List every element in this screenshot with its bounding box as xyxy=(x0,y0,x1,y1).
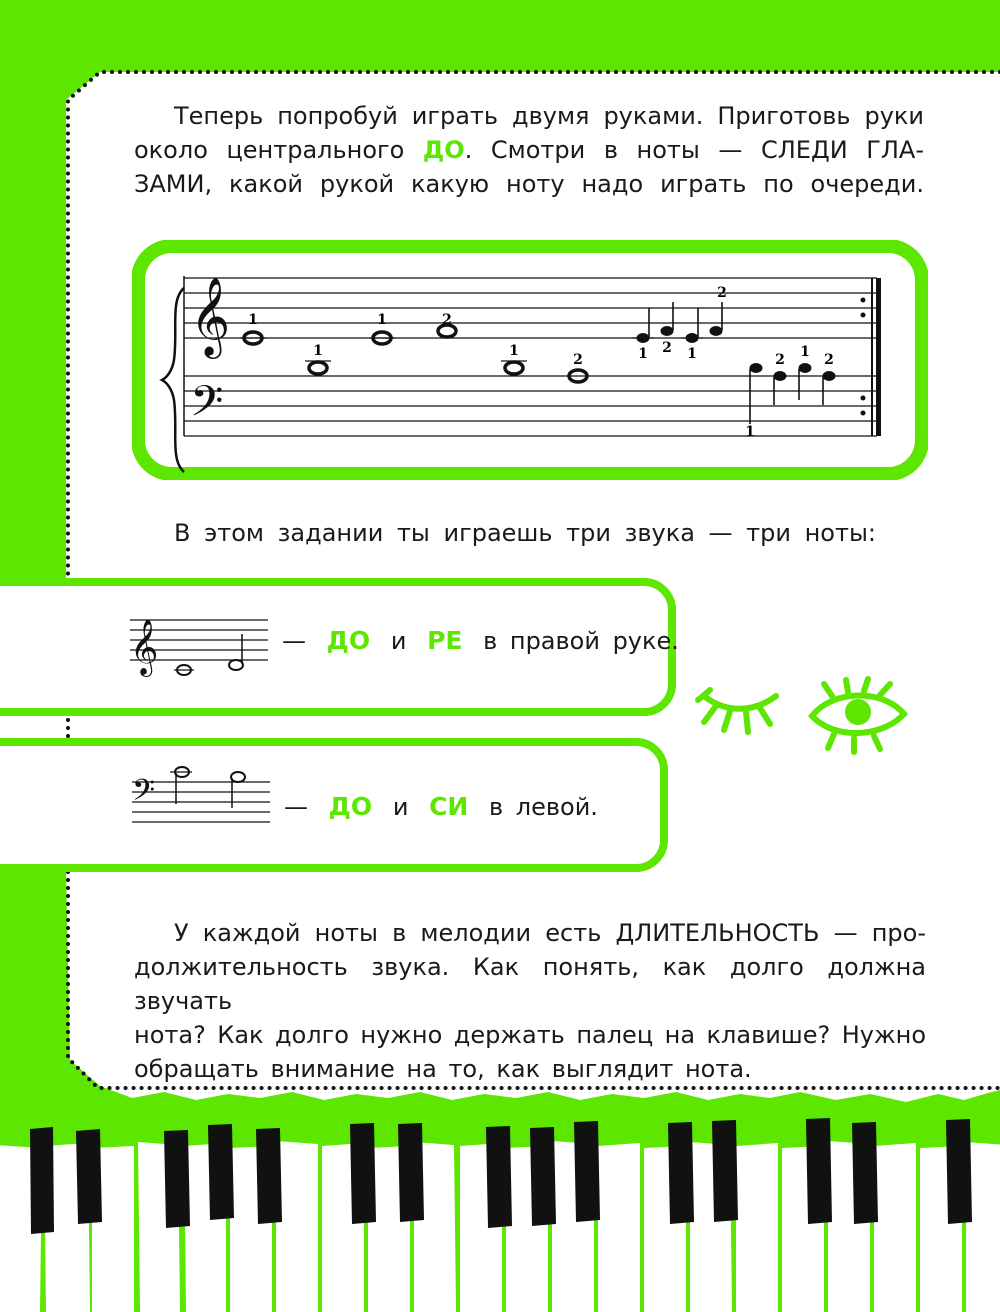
fingering: 1 xyxy=(687,346,697,362)
fingering: 1 xyxy=(509,343,519,359)
duration-paragraph xyxy=(134,916,926,1086)
highlight-do: ДО xyxy=(326,626,371,655)
highlight-si: СИ xyxy=(429,792,469,821)
open-eye-icon xyxy=(802,676,916,756)
treble-clef-icon: 𝄞 xyxy=(190,277,231,356)
intro-line-3: ЗАМИ, какой рукой какую ноту надо играть по очереди. xyxy=(134,170,924,198)
duration-line-4: обращать внимание на то, как выглядит нота. xyxy=(134,1055,752,1083)
left-hand-rest: в левой. xyxy=(488,793,598,821)
conj: и xyxy=(390,627,407,655)
intro-line-1: Теперь попробуй играть двумя руками. Приготовь руки xyxy=(174,102,924,130)
fingering: 2 xyxy=(824,352,834,368)
fingering: 2 xyxy=(775,352,785,368)
duration-line-1: У каждой ноты в мелодии есть ДЛИТЕЛЬНОСТЬ — про- xyxy=(174,919,926,947)
fingering: 2 xyxy=(573,352,583,368)
bass-clef-icon: 𝄢 xyxy=(190,377,224,437)
highlight-do: ДО xyxy=(422,136,465,164)
dash: — xyxy=(284,793,308,821)
highlight-do: ДО xyxy=(328,792,373,821)
right-hand-rest: в правой руке. xyxy=(483,627,679,655)
left-hand-staff xyxy=(130,766,280,836)
right-hand-staff xyxy=(128,602,278,682)
score-frame xyxy=(138,246,922,474)
duration-line-3: нота? Как долго нужно держать палец на клавише? Нужно xyxy=(134,1021,926,1049)
fingering: 1 xyxy=(377,312,387,328)
fingering: 1 xyxy=(638,346,648,362)
bass-clef-icon: 𝄢 xyxy=(132,774,156,815)
three-notes-text: В этом задании ты играешь три звука — три ноты: xyxy=(174,519,876,547)
fingering: 1 xyxy=(313,343,323,359)
left-hand-text xyxy=(284,792,598,822)
conj: и xyxy=(392,793,409,821)
intro-line-2-end: . Смотри в ноты — СЛЕДИ ГЛА- xyxy=(464,136,924,164)
intro-paragraph xyxy=(134,99,924,201)
highlight-re: РЕ xyxy=(427,626,463,655)
fingering: 2 xyxy=(442,312,452,328)
fingering: 2 xyxy=(662,340,672,356)
score-box xyxy=(132,240,928,480)
fingering: 2 xyxy=(717,285,727,301)
intro-line-2 xyxy=(134,133,924,167)
intro-line-2-start: около центрального xyxy=(134,136,423,164)
fingering: 1 xyxy=(800,344,810,360)
dash: — xyxy=(282,627,306,655)
treble-clef-icon: 𝄞 xyxy=(130,619,159,675)
closed-eye-icon xyxy=(694,680,786,740)
fingering: 1 xyxy=(248,312,258,328)
fingering: 1 xyxy=(745,424,755,440)
duration-line-2: должительность звука. Как понять, как долго должна звучать xyxy=(134,953,926,1015)
right-hand-text xyxy=(282,626,679,656)
